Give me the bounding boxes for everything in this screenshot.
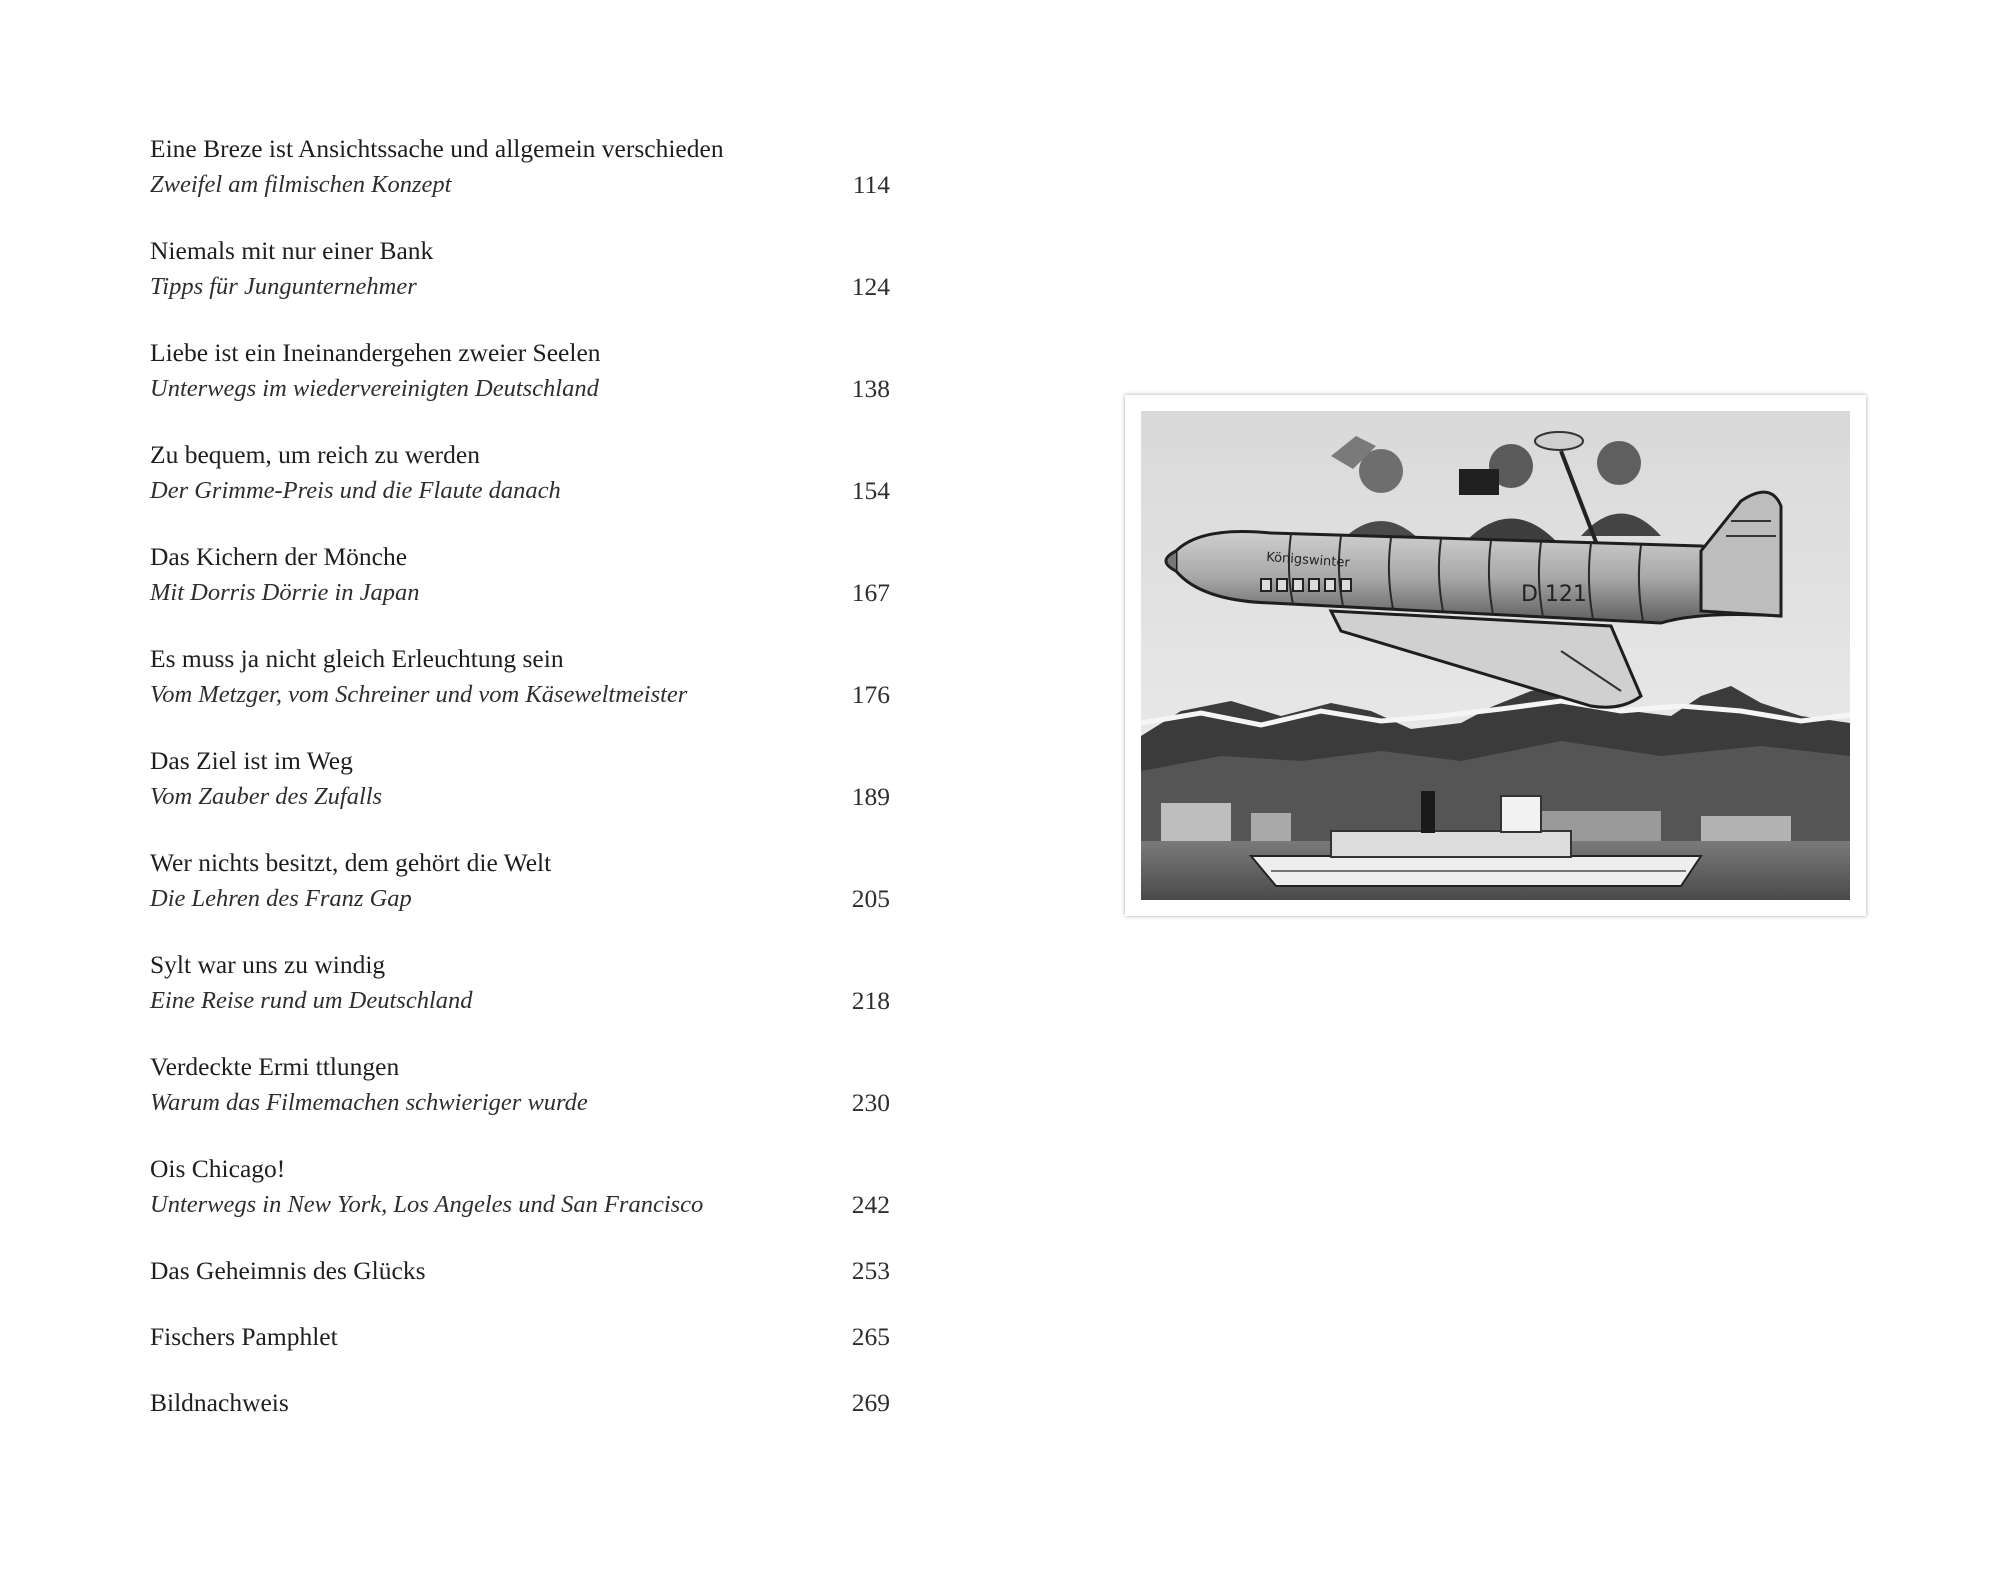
toc-entry xyxy=(150,947,890,1019)
plane-name-text: Königswinter xyxy=(1265,550,1351,571)
toc-entry xyxy=(150,131,890,203)
toc-entry xyxy=(150,539,890,611)
toc-entry xyxy=(150,1049,890,1121)
chapter-subtitle: Zweifel am filmischen Konzept xyxy=(150,171,452,198)
chapter-title: Sylt war uns zu windig xyxy=(150,950,386,979)
toc-entry xyxy=(150,845,890,917)
photo-print xyxy=(1125,395,1866,916)
chapter-subtitle: Warum das Filmemachen schwieriger wurde xyxy=(150,1089,588,1116)
toc-entry xyxy=(150,641,890,713)
page-number: 218 xyxy=(851,986,890,1015)
page-number: 205 xyxy=(851,884,890,913)
chapter-subtitle: Eine Reise rund um Deutschland xyxy=(150,987,473,1014)
chapter-subtitle: Die Lehren des Franz Gap xyxy=(150,885,412,912)
chapter-title: Niemals mit nur einer Bank xyxy=(150,236,434,265)
chapter-title: Liebe ist ein Ineinandergehen zweier Seelen xyxy=(150,338,601,367)
toc-entry xyxy=(150,335,890,407)
page-number: 230 xyxy=(851,1088,890,1117)
chapter-subtitle: Vom Metzger, vom Schreiner und vom Käseweltmeister xyxy=(150,681,688,708)
toc-entry xyxy=(150,1151,890,1223)
plane-registration-text: D 121 xyxy=(1521,582,1587,607)
chapter-title: Zu bequem, um reich zu werden xyxy=(150,440,480,469)
page-number: 154 xyxy=(851,476,890,505)
chapter-subtitle: Mit Dorris Dörrie in Japan xyxy=(150,579,420,606)
toc-entry xyxy=(150,1253,890,1289)
page-number: 265 xyxy=(851,1322,890,1351)
page-number: 269 xyxy=(851,1388,890,1417)
chapter-title: Bildnachweis xyxy=(150,1388,289,1417)
chapter-title: Das Kichern der Mönche xyxy=(150,542,408,571)
table-of-contents xyxy=(150,131,890,1451)
page-number: 138 xyxy=(851,374,890,403)
chapter-title: Das Geheimnis des Glücks xyxy=(150,1256,426,1285)
toc-entry xyxy=(150,233,890,305)
toc-entry xyxy=(150,1385,890,1421)
chapter-title: Ois Chicago! xyxy=(150,1154,286,1183)
chapter-subtitle: Vom Zauber des Zufalls xyxy=(150,783,383,810)
collage-photo xyxy=(1141,411,1850,900)
toc-entry xyxy=(150,437,890,509)
chapter-title: Verdeckte Ermi ttlungen xyxy=(150,1052,400,1081)
chapter-title: Das Ziel ist im Weg xyxy=(150,746,353,775)
page-number: 167 xyxy=(851,578,890,607)
chapter-title: Wer nichts besitzt, dem gehört die Welt xyxy=(150,848,552,877)
page-number: 242 xyxy=(851,1190,890,1219)
page-number: 124 xyxy=(851,272,890,301)
page-number: 114 xyxy=(852,170,890,199)
airplane-collage-image xyxy=(1141,411,1850,900)
chapter-subtitle: Tipps für Jungunternehmer xyxy=(150,273,417,300)
chapter-subtitle: Unterwegs im wiedervereinigten Deutschland xyxy=(150,375,599,402)
chapter-subtitle: Der Grimme-Preis und die Flaute danach xyxy=(150,477,561,504)
page-number: 176 xyxy=(851,680,890,709)
page-number: 253 xyxy=(851,1256,890,1285)
toc-entry xyxy=(150,743,890,815)
page-number: 189 xyxy=(851,782,890,811)
chapter-title: Fischers Pamphlet xyxy=(150,1322,338,1351)
toc-entry xyxy=(150,1319,890,1355)
chapter-subtitle: Unterwegs in New York, Los Angeles und San Francisco xyxy=(150,1191,704,1218)
chapter-title: Es muss ja nicht gleich Erleuchtung sein xyxy=(150,644,564,673)
chapter-title: Eine Breze ist Ansichtssache und allgemein verschieden xyxy=(150,134,724,163)
